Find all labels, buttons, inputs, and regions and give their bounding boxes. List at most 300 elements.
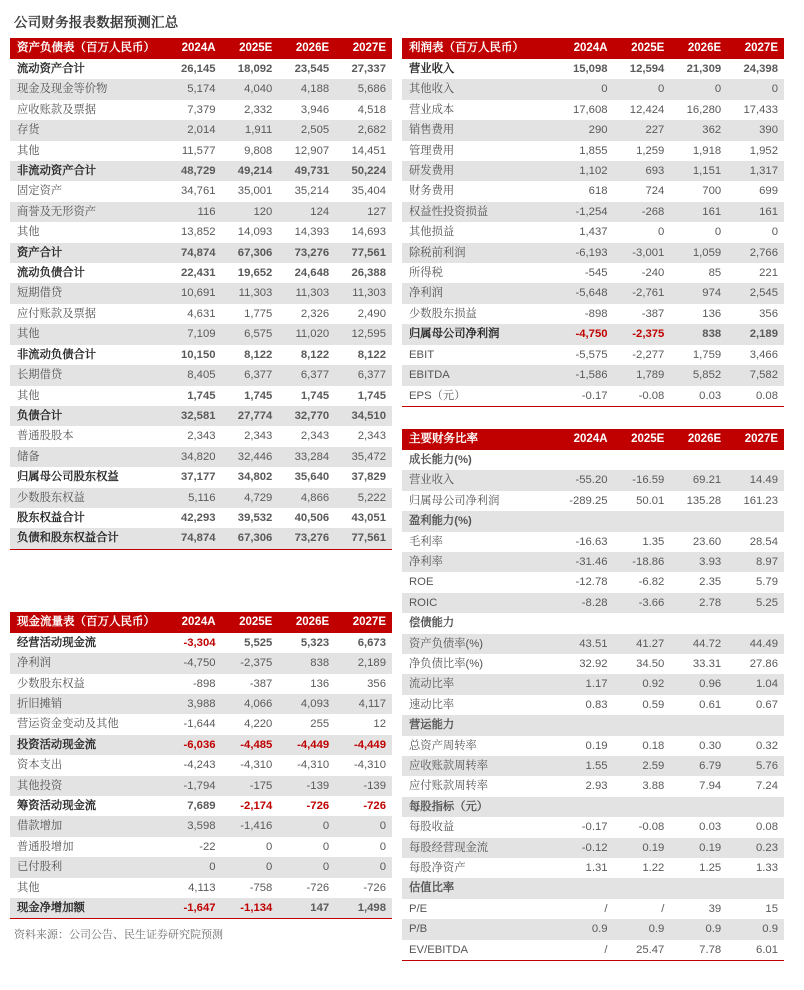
- cell-2025E: 41.27: [614, 634, 671, 654]
- cell-2025E: 27,774: [222, 406, 279, 426]
- row-label: 非流动负债合计: [10, 345, 165, 365]
- income-statement-table: [402, 38, 784, 407]
- table-row: [10, 857, 392, 877]
- table-row: [10, 100, 392, 120]
- row-label: 速动比率: [402, 695, 557, 715]
- cell-2026E: 161: [670, 202, 727, 222]
- cell-2027E: 37,829: [335, 467, 392, 487]
- cell-2027E: 1,498: [335, 898, 392, 919]
- cell-2027E: 356: [335, 674, 392, 694]
- cell-2026E: 69.21: [670, 470, 727, 490]
- row-label: 少数股东损益: [402, 304, 557, 324]
- row-label: 资产负债率(%): [402, 634, 557, 654]
- cell-2027E: 6.01: [727, 940, 784, 961]
- cell-2025E: -3,001: [614, 243, 671, 263]
- column-header-2027E: 2027E: [335, 38, 392, 59]
- row-label: 总资产周转率: [402, 736, 557, 756]
- cell-2026E: 0.9: [670, 919, 727, 939]
- table-row: [402, 386, 784, 407]
- cell-2024A: 11,577: [165, 141, 222, 161]
- cell-2027E: [727, 613, 784, 633]
- row-label: 股东权益合计: [10, 508, 165, 528]
- cell-2024A: 74,874: [165, 528, 222, 549]
- cell-2025E: 35,001: [222, 181, 279, 201]
- cell-2026E: 0.61: [670, 695, 727, 715]
- balance-sheet-table: [10, 38, 392, 550]
- table-row: [402, 919, 784, 939]
- cell-2026E: 2,343: [278, 426, 335, 446]
- row-label: 负债和股东权益合计: [10, 528, 165, 549]
- cell-2027E: [727, 450, 784, 470]
- cell-2024A: 22,431: [165, 263, 222, 283]
- cell-2025E: 1,775: [222, 304, 279, 324]
- column-header-2026E: 2026E: [670, 429, 727, 450]
- cell-2025E: /: [614, 899, 671, 919]
- table-row: [10, 694, 392, 714]
- income-statement-header-title: 利润表（百万人民币）: [402, 38, 557, 59]
- row-label: 偿债能力: [402, 613, 557, 633]
- cell-2025E: -16.59: [614, 470, 671, 490]
- cell-2025E: 1,911: [222, 120, 279, 140]
- row-label: 投资活动现金流: [10, 735, 165, 755]
- cell-2024A: 4,631: [165, 304, 222, 324]
- cell-2026E: [670, 715, 727, 735]
- cell-2025E: 1,745: [222, 386, 279, 406]
- cell-2024A: [557, 450, 614, 470]
- table-row: [10, 243, 392, 263]
- table-row: [402, 141, 784, 161]
- cell-2025E: -2,174: [222, 796, 279, 816]
- cell-2026E: 2,505: [278, 120, 335, 140]
- cell-2025E: 14,093: [222, 222, 279, 242]
- cell-2026E: 11,303: [278, 283, 335, 303]
- cell-2025E: -4,485: [222, 735, 279, 755]
- cell-2025E: 9,808: [222, 141, 279, 161]
- cell-2027E: 14,693: [335, 222, 392, 242]
- cell-2027E: 6,673: [335, 633, 392, 653]
- cell-2027E: 35,472: [335, 447, 392, 467]
- tables-grid: [10, 38, 794, 961]
- cell-2025E: 1,789: [614, 365, 671, 385]
- cell-2024A: -4,243: [165, 755, 222, 775]
- page-title: 公司财务报表数据预测汇总: [14, 15, 179, 30]
- row-label: 营业收入: [402, 59, 557, 79]
- cell-2025E: 12,424: [614, 100, 671, 120]
- cell-2024A: -55.20: [557, 470, 614, 490]
- row-label: 净负债比率(%): [402, 654, 557, 674]
- cell-2026E: 12,907: [278, 141, 335, 161]
- row-label: 每股指标（元）: [402, 797, 557, 817]
- cell-2025E: [614, 613, 671, 633]
- cell-2025E: 6,377: [222, 365, 279, 385]
- cell-2025E: -758: [222, 878, 279, 898]
- cell-2027E: 77,561: [335, 528, 392, 549]
- cell-2027E: -4,310: [335, 755, 392, 775]
- cell-2025E: 4,040: [222, 79, 279, 99]
- cell-2025E: 1,259: [614, 141, 671, 161]
- cell-2026E: 838: [278, 653, 335, 673]
- cell-2027E: 2,766: [727, 243, 784, 263]
- row-label: EV/EBITDA: [402, 940, 557, 961]
- table-header-row: [10, 38, 392, 59]
- cell-2027E: 0: [727, 79, 784, 99]
- row-label: 普通股增加: [10, 837, 165, 857]
- cell-2024A: -3,304: [165, 633, 222, 653]
- cell-2024A: 32,581: [165, 406, 222, 426]
- cell-2026E: 2.78: [670, 593, 727, 613]
- table-section-row: [402, 715, 784, 735]
- table-header-row: [10, 612, 392, 633]
- cell-2027E: 2,343: [335, 426, 392, 446]
- column-header-2027E: 2027E: [335, 612, 392, 633]
- cell-2024A: 116: [165, 202, 222, 222]
- cell-2026E: 136: [670, 304, 727, 324]
- cell-2024A: 74,874: [165, 243, 222, 263]
- row-label: 净利率: [402, 552, 557, 572]
- row-label: 现金净增加额: [10, 898, 165, 919]
- cell-2025E: 120: [222, 202, 279, 222]
- cell-2025E: 32,446: [222, 447, 279, 467]
- cell-2027E: -139: [335, 776, 392, 796]
- cell-2027E: 28.54: [727, 532, 784, 552]
- table-row: [10, 674, 392, 694]
- table-row: [10, 304, 392, 324]
- cell-2026E: 8,122: [278, 345, 335, 365]
- table-row: [10, 202, 392, 222]
- table-row: [402, 263, 784, 283]
- row-label: P/B: [402, 919, 557, 939]
- cell-2025E: [614, 715, 671, 735]
- cell-2024A: -0.17: [557, 817, 614, 837]
- cell-2026E: 49,731: [278, 161, 335, 181]
- cell-2027E: 5.25: [727, 593, 784, 613]
- cell-2026E: 136: [278, 674, 335, 694]
- cell-2026E: 0.19: [670, 838, 727, 858]
- column-header-2025E: 2025E: [614, 429, 671, 450]
- cell-2024A: -31.46: [557, 552, 614, 572]
- cell-2027E: 14.49: [727, 470, 784, 490]
- cell-2026E: 700: [670, 181, 727, 201]
- cell-2027E: 1,745: [335, 386, 392, 406]
- cell-2025E: -175: [222, 776, 279, 796]
- cell-2025E: 0.59: [614, 695, 671, 715]
- cell-2025E: 8,122: [222, 345, 279, 365]
- cell-2027E: 4,518: [335, 100, 392, 120]
- row-label: 已付股利: [10, 857, 165, 877]
- cell-2025E: 4,066: [222, 694, 279, 714]
- row-label: 资产合计: [10, 243, 165, 263]
- row-label: 流动资产合计: [10, 59, 165, 79]
- cell-2026E: 1,759: [670, 345, 727, 365]
- row-label: P/E: [402, 899, 557, 919]
- cell-2025E: 0: [614, 222, 671, 242]
- table-row: [402, 79, 784, 99]
- row-label: 权益性投资损益: [402, 202, 557, 222]
- table-row: [10, 816, 392, 836]
- table-row: [10, 488, 392, 508]
- cell-2026E: 35,214: [278, 181, 335, 201]
- cell-2024A: -1,647: [165, 898, 222, 919]
- cell-2026E: 0: [278, 816, 335, 836]
- cell-2027E: 356: [727, 304, 784, 324]
- cell-2024A: [557, 715, 614, 735]
- table-row: [10, 796, 392, 816]
- row-label: 流动比率: [402, 674, 557, 694]
- cell-2025E: 0.92: [614, 674, 671, 694]
- cell-2025E: 3.88: [614, 776, 671, 796]
- cell-2024A: [557, 797, 614, 817]
- cell-2024A: 0.9: [557, 919, 614, 939]
- cell-2024A: 15,098: [557, 59, 614, 79]
- column-header-2024A: 2024A: [165, 612, 222, 633]
- cell-2025E: -3.66: [614, 593, 671, 613]
- cell-2026E: [670, 797, 727, 817]
- table-section-row: [402, 797, 784, 817]
- row-label: 资本支出: [10, 755, 165, 775]
- cell-2025E: 1.35: [614, 532, 671, 552]
- cell-2024A: 0.83: [557, 695, 614, 715]
- row-label: 负债合计: [10, 406, 165, 426]
- cell-2026E: 147: [278, 898, 335, 919]
- cell-2026E: 1.25: [670, 858, 727, 878]
- cell-2027E: 6,377: [335, 365, 392, 385]
- table-row: [402, 202, 784, 222]
- table-row: [10, 79, 392, 99]
- table-row: [10, 528, 392, 549]
- cell-2024A: -1,644: [165, 714, 222, 734]
- row-label: 归属母公司净利润: [402, 491, 557, 511]
- cell-2025E: 50.01: [614, 491, 671, 511]
- cell-2025E: [614, 878, 671, 898]
- cell-2026E: 73,276: [278, 528, 335, 549]
- table-section-row: [402, 511, 784, 531]
- row-label: 毛利率: [402, 532, 557, 552]
- table-row: [10, 735, 392, 755]
- table-row: [402, 120, 784, 140]
- cell-2027E: 5,222: [335, 488, 392, 508]
- cell-2026E: 39: [670, 899, 727, 919]
- table-row: [402, 304, 784, 324]
- cell-2025E: 724: [614, 181, 671, 201]
- row-label: 应收账款及票据: [10, 100, 165, 120]
- cell-2026E: 4,093: [278, 694, 335, 714]
- row-label: 固定资产: [10, 181, 165, 201]
- cell-2026E: 33,284: [278, 447, 335, 467]
- row-label: 财务费用: [402, 181, 557, 201]
- row-label: 所得税: [402, 263, 557, 283]
- table-row: [10, 161, 392, 181]
- row-label: 净利润: [402, 283, 557, 303]
- row-label: 应付账款周转率: [402, 776, 557, 796]
- table-row: [402, 817, 784, 837]
- row-label: 盈利能力(%): [402, 511, 557, 531]
- cell-2026E: 5,323: [278, 633, 335, 653]
- cell-2024A: 17,608: [557, 100, 614, 120]
- cell-2026E: 85: [670, 263, 727, 283]
- cell-2024A: 32.92: [557, 654, 614, 674]
- cell-2024A: 34,820: [165, 447, 222, 467]
- row-label: EBITDA: [402, 365, 557, 385]
- cell-2026E: 32,770: [278, 406, 335, 426]
- row-label: 成长能力(%): [402, 450, 557, 470]
- column-header-2027E: 2027E: [727, 429, 784, 450]
- cell-2025E: 0: [614, 79, 671, 99]
- cell-2027E: 0.08: [727, 817, 784, 837]
- cell-2024A: 2,014: [165, 120, 222, 140]
- cell-2025E: -240: [614, 263, 671, 283]
- cell-2025E: [614, 511, 671, 531]
- cell-2027E: 0: [335, 837, 392, 857]
- cell-2025E: 34,802: [222, 467, 279, 487]
- cell-2025E: -387: [222, 674, 279, 694]
- cell-2026E: 0: [278, 837, 335, 857]
- cell-2024A: 1,437: [557, 222, 614, 242]
- row-label: 营业成本: [402, 100, 557, 120]
- cell-2027E: 0.08: [727, 386, 784, 407]
- cell-2024A: 0.19: [557, 736, 614, 756]
- cell-2027E: 2,545: [727, 283, 784, 303]
- table-section-row: [402, 450, 784, 470]
- cell-2027E: 8,122: [335, 345, 392, 365]
- cell-2024A: 290: [557, 120, 614, 140]
- cell-2027E: [727, 511, 784, 531]
- cell-2026E: 0.03: [670, 817, 727, 837]
- column-header-2024A: 2024A: [557, 429, 614, 450]
- cell-2027E: [727, 878, 784, 898]
- table-body: [402, 59, 784, 406]
- cell-2026E: 40,506: [278, 508, 335, 528]
- cell-2025E: 6,575: [222, 324, 279, 344]
- cell-2024A: 1,102: [557, 161, 614, 181]
- cell-2024A: 5,116: [165, 488, 222, 508]
- cell-2027E: 1.33: [727, 858, 784, 878]
- cell-2027E: 5,686: [335, 79, 392, 99]
- cell-2026E: 16,280: [670, 100, 727, 120]
- cell-2026E: 0: [670, 222, 727, 242]
- table-body: [10, 59, 392, 549]
- table-row: [402, 899, 784, 919]
- cell-2027E: 77,561: [335, 243, 392, 263]
- row-label: 归属母公司股东权益: [10, 467, 165, 487]
- cell-2026E: 7.94: [670, 776, 727, 796]
- table-row: [10, 120, 392, 140]
- cell-2027E: -726: [335, 796, 392, 816]
- cell-2027E: 14,451: [335, 141, 392, 161]
- table-row: [10, 714, 392, 734]
- table-row: [10, 508, 392, 528]
- table-row: [402, 161, 784, 181]
- table-section-row: [402, 878, 784, 898]
- table-row: [10, 263, 392, 283]
- cell-2024A: -6,193: [557, 243, 614, 263]
- table-row: [10, 837, 392, 857]
- cell-2024A: -12.78: [557, 572, 614, 592]
- table-row: [402, 365, 784, 385]
- cell-2024A: -545: [557, 263, 614, 283]
- cell-2025E: 0.9: [614, 919, 671, 939]
- cell-2025E: 0.19: [614, 838, 671, 858]
- cell-2027E: 26,388: [335, 263, 392, 283]
- cell-2024A: -4,750: [557, 324, 614, 344]
- key-ratios-table: [402, 429, 784, 961]
- row-label: 短期借贷: [10, 283, 165, 303]
- row-label: 非流动资产合计: [10, 161, 165, 181]
- row-label: 少数股东权益: [10, 674, 165, 694]
- table-row: [402, 695, 784, 715]
- cell-2027E: 12: [335, 714, 392, 734]
- cell-2024A: 37,177: [165, 467, 222, 487]
- cell-2027E: [727, 715, 784, 735]
- cell-2026E: 362: [670, 120, 727, 140]
- left-column: [10, 38, 392, 942]
- cell-2026E: 1,918: [670, 141, 727, 161]
- cell-2025E: 2,332: [222, 100, 279, 120]
- column-header-2024A: 2024A: [165, 38, 222, 59]
- cell-2025E: -1,416: [222, 816, 279, 836]
- cell-2024A: 10,691: [165, 283, 222, 303]
- table-row: [10, 345, 392, 365]
- cell-2027E: 0: [335, 857, 392, 877]
- cell-2025E: 34.50: [614, 654, 671, 674]
- row-label: 应付账款及票据: [10, 304, 165, 324]
- cell-2026E: -139: [278, 776, 335, 796]
- row-label: 商誉及无形资产: [10, 202, 165, 222]
- cell-2024A: 0: [557, 79, 614, 99]
- cell-2026E: 0.03: [670, 386, 727, 407]
- table-row: [10, 181, 392, 201]
- cell-2027E: 0.67: [727, 695, 784, 715]
- row-label: EPS（元）: [402, 386, 557, 407]
- table-row: [402, 532, 784, 552]
- cell-2025E: [614, 797, 671, 817]
- cell-2025E: 49,214: [222, 161, 279, 181]
- cell-2024A: -1,794: [165, 776, 222, 796]
- cell-2027E: 127: [335, 202, 392, 222]
- cell-2027E: 3,466: [727, 345, 784, 365]
- table-body: [10, 633, 392, 919]
- row-label: 经营活动现金流: [10, 633, 165, 653]
- cell-2024A: 2,343: [165, 426, 222, 446]
- cell-2025E: 0.18: [614, 736, 671, 756]
- cell-2024A: 7,689: [165, 796, 222, 816]
- row-label: 每股收益: [402, 817, 557, 837]
- column-header-2025E: 2025E: [614, 38, 671, 59]
- row-label: 其他: [10, 386, 165, 406]
- cell-2026E: -4,310: [278, 755, 335, 775]
- cell-2025E: -6.82: [614, 572, 671, 592]
- row-label: 储备: [10, 447, 165, 467]
- cell-2025E: 0: [222, 857, 279, 877]
- cell-2026E: 33.31: [670, 654, 727, 674]
- cell-2027E: 27.86: [727, 654, 784, 674]
- cell-2025E: 1.22: [614, 858, 671, 878]
- cell-2027E: -726: [335, 878, 392, 898]
- table-row: [402, 756, 784, 776]
- cell-2025E: 25.47: [614, 940, 671, 961]
- column-header-2025E: 2025E: [222, 612, 279, 633]
- table-row: [10, 406, 392, 426]
- row-label: 其他: [10, 878, 165, 898]
- cell-2024A: [557, 613, 614, 633]
- cell-2025E: 227: [614, 120, 671, 140]
- row-label: 其他: [10, 324, 165, 344]
- column-header-2027E: 2027E: [727, 38, 784, 59]
- cell-2024A: -1,254: [557, 202, 614, 222]
- table-header-row: [402, 38, 784, 59]
- cell-2024A: -1,586: [557, 365, 614, 385]
- cell-2025E: 19,652: [222, 263, 279, 283]
- row-label: 每股净资产: [402, 858, 557, 878]
